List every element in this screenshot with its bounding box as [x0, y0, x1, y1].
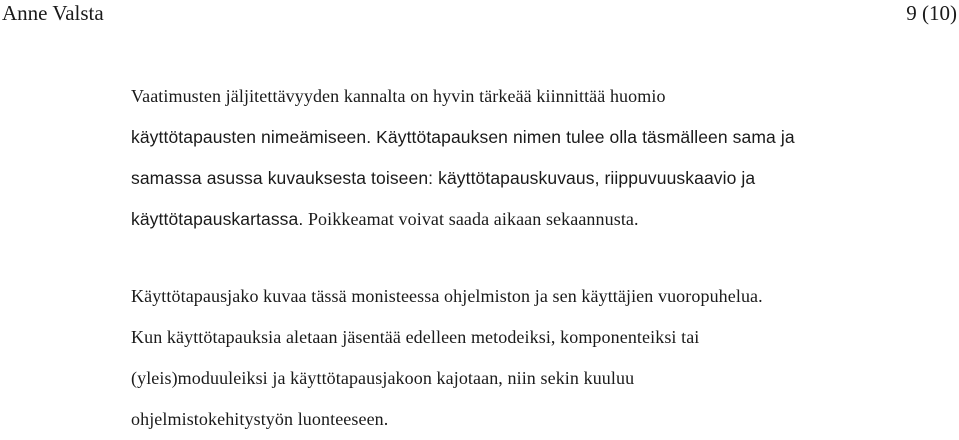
paragraph-1-line-4-serif: Poikkeamat voivat saada aikaan sekaannusta. — [303, 209, 639, 229]
paragraph-2-line-3: (yleis)moduuleiksi ja käyttötapausjakoon kajotaan, niin sekin kuuluu — [131, 368, 635, 388]
paragraph-2-line-2: Kun käyttötapauksia aletaan jäsentää edelleen metodeiksi, komponenteiksi tai — [131, 327, 700, 347]
paragraph-spacer — [131, 240, 951, 276]
paragraph-2 — [131, 276, 951, 440]
document-body — [131, 76, 951, 440]
paragraph-1-line-4-sans: käyttötapauskartassa. — [131, 209, 304, 229]
author-name: Anne Valsta — [2, 1, 104, 25]
paragraph-1-line-4 — [131, 199, 951, 240]
page-number: 9 (10) — [906, 1, 957, 25]
page-header — [0, 0, 959, 30]
paragraph-1-line-2: käyttötapausten nimeämiseen. Käyttötapauksen nimen tulee olla täsmälleen sama ja — [131, 127, 795, 147]
paragraph-1 — [131, 76, 951, 240]
paragraph-2-line-4: ohjelmistokehitystyön luonteeseen. — [131, 409, 389, 429]
paragraph-1-line-3: samassa asussa kuvauksesta toiseen: käyttötapauskuvaus, riippuvuuskaavio ja — [131, 168, 756, 188]
paragraph-1-line-1: Vaatimusten jäljitettävyyden kannalta on hyvin tärkeää kiinnittää huomio — [131, 86, 666, 106]
paragraph-2-line-1: Käyttötapausjako kuvaa tässä monisteessa ohjelmiston ja sen käyttäjien vuoropuhelua. — [131, 286, 763, 306]
